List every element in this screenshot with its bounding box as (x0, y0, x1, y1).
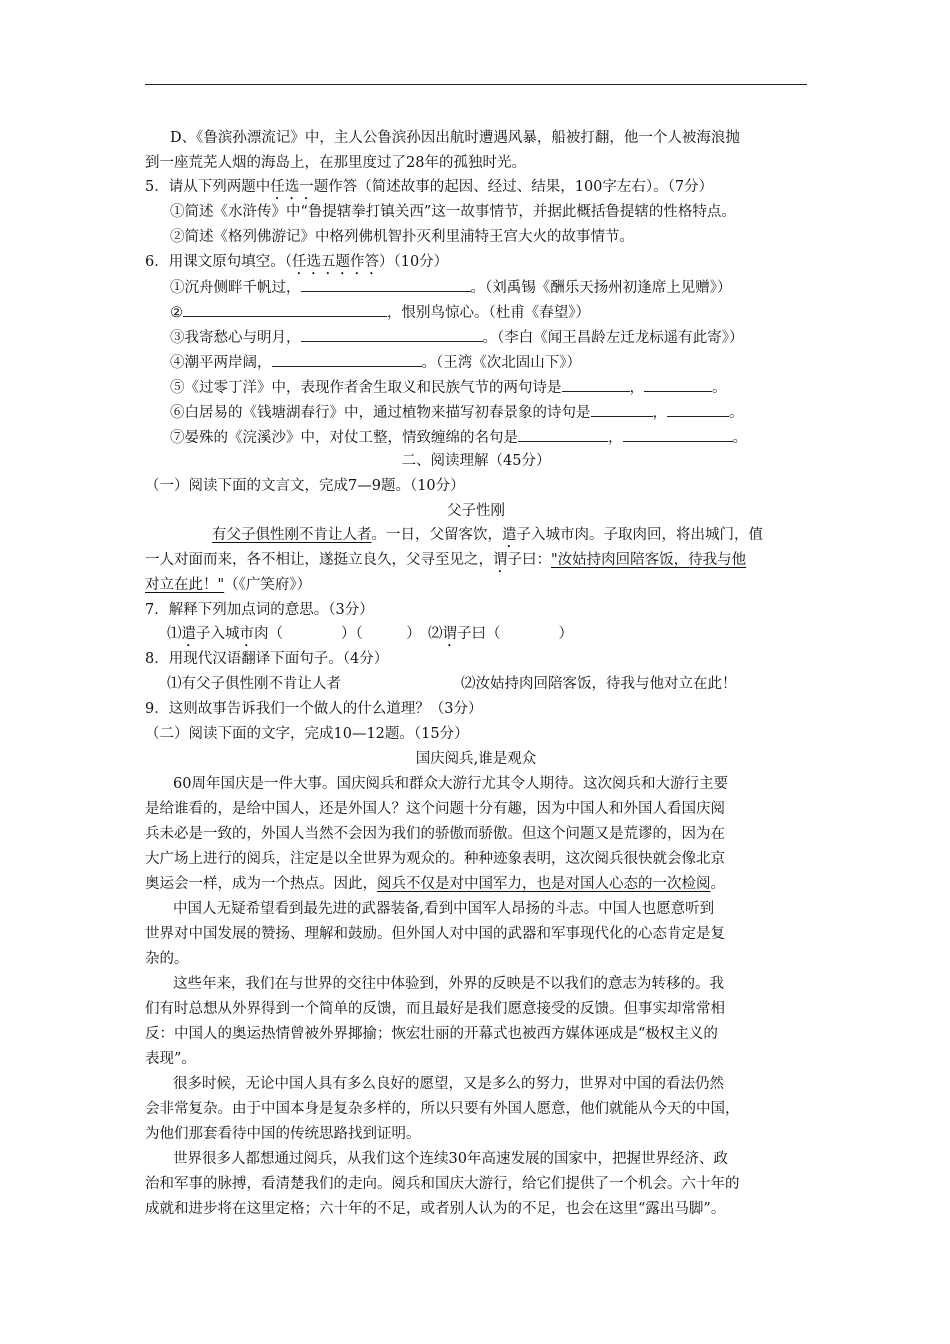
article-p1-line-2: 是给谁看的，是给中国人，还是外国人？这个问题十分有趣，因为中国人和外国人看国庆阅 (145, 801, 725, 817)
q6-item-6-pre: ⑥白居易的《钱塘湖春行》中，通过植物来描写初春景象的诗句是 (170, 405, 591, 421)
passage-underline-2b: 对立在此！" (145, 577, 225, 593)
q6-item-6-blank-1[interactable] (591, 402, 653, 417)
article-title: 国庆阅兵,谁是观众 (415, 751, 537, 767)
q6-item-7-blank-2[interactable] (623, 427, 733, 442)
article-p1-line-4: 大广场上进行的阅兵，注定是以全世界为观众的。种种迹象表明，这次阅兵很快就会像北京 (145, 851, 725, 867)
q6-item-4-blank[interactable] (272, 352, 422, 367)
q8-sentence-2: ⑵汝姑持肉回陪客饭，待我与他对立在此！ (461, 676, 737, 692)
q6-item-3-pre: ③我寄愁心与明月， (170, 330, 301, 346)
passage-dotted-2: 谓 (493, 552, 508, 568)
q7-items (167, 624, 573, 650)
article-p1-line-1: 60周年国庆是一件大事。国庆阅兵和群众大游行尤其令人期待。这次阅兵和大游行主要 (173, 776, 728, 792)
q5-emphasis: 任选一 (270, 179, 314, 195)
q6-item-2-pre: ② (170, 305, 183, 321)
q5-option-1: ①简述《水浒传》中“鲁提辖拳打镇关西”这一故事情节，并据此概括鲁提辖的性格特点。 (170, 204, 736, 220)
passage-text-c: 一人对面而来，各不相让，遂挺立良久，父寻至见之， (145, 552, 493, 568)
article-p3-line-2: 们有时总想从外界得到一个简单的反馈，而且最好是我们愿意接受的反馈。但事实却常常相 (145, 1001, 725, 1017)
passage-underline-1: 有父子俱性刚不肯让人者 (212, 527, 372, 543)
passage-title: 父子性刚 (447, 503, 505, 519)
passage-text-a: 。一日，父留客饮， (371, 527, 502, 543)
q6-item-2-blank[interactable] (183, 302, 387, 317)
article-p5-line-1: 世界很多人都想通过阅兵，从我们这个连续30年高速发展的国家中，把握世界经济、政 (173, 1151, 728, 1167)
article-p1-last-a: 奥运会一样，成为一个热点。因此， (145, 876, 377, 892)
q6-item-3-post: 。（李白《闻王昌龄左迁龙标遥有此寄》） (482, 330, 744, 346)
article-p4-line-1: 很多时候，无论中国人具有多么良好的愿望，又是多么的努力，世界对中国的看法仍然 (173, 1076, 724, 1092)
q8-stem: 8．用现代汉语翻译下面句子。（4分） (145, 651, 389, 667)
section-2-title: 二、阅读理解（45分） (401, 453, 551, 469)
q6-item-1-post: 。（刘禹锡《酬乐天扬州初逢席上见赠》） (470, 280, 732, 296)
q6-item-5-mid: ， (629, 380, 644, 396)
q8-sentence-1: ⑴有父子俱性刚不肯让人者 (167, 676, 341, 692)
q6-stem-b: ）（10分） (378, 254, 449, 270)
q6-item-1 (170, 277, 732, 298)
passage-line-2 (145, 550, 746, 576)
passage-text-b: 子入城市肉。子取肉回，将出城门，值 (516, 527, 763, 543)
article-p1-underline: 阅兵不仅是对中国军力，也是对国人心态的一次检阅 (377, 876, 711, 892)
q5-stem-b: 题作答（简述故事的起因、经过、结果，100字左右）。（7分） (313, 179, 714, 195)
q7-word-3: 谓 (442, 626, 457, 642)
q6-item-2-post: ，恨别鸟惊心。（杜甫《春望》） (387, 305, 590, 321)
article-p1-last-b: 。 (710, 876, 725, 892)
passage-text-d: 子曰： (507, 552, 551, 568)
passage-line-3 (145, 575, 311, 595)
q6-item-4 (170, 352, 581, 373)
passage-line-1 (212, 525, 763, 551)
q6-item-4-post: 。（王湾《次北固山下》） (421, 355, 581, 371)
q6-item-6-mid: ， (652, 405, 667, 421)
article-p1-line-5 (145, 874, 725, 894)
q6-item-7-post: 。 (732, 430, 747, 446)
q4-option-d-line1: D、《鲁滨孙漂流记》中，主人公鲁滨孙因出航时遭遇风暴，船被打翻，他一个人被海浪抛 (170, 130, 740, 146)
q5-stem-a: 5．请从下列两题中 (145, 179, 271, 195)
passage-source: （《广笑府》） (224, 577, 312, 593)
part-2-intro: （二）阅读下面的文字，完成10—12题。（15分） (145, 726, 469, 742)
q6-item-7-mid: ， (608, 430, 623, 446)
q4-option-d-line2: 到一座荒芜人烟的海岛上，在那里度过了28年的孤独时光。 (145, 155, 526, 171)
q5-option-2: ②简述《格列佛游记》中格列佛机智扑灭利里浦特王宫大火的故事情节。 (170, 229, 634, 245)
article-p3-line-4: 表现”。 (145, 1051, 196, 1067)
q6-item-6-post: 。 (729, 405, 744, 421)
article-p5-line-2: 治和军事的脉搏，看清楚我们的走向。阅兵和国庆大游行，给它们提供了一个机会。六十年的 (145, 1176, 740, 1192)
q7-c: 肉（ ）（ ） ⑵ (254, 626, 443, 642)
article-p2-line-3: 杂的。 (145, 951, 189, 967)
article-p2-line-2: 世界对中国发展的赞扬、理解和鼓励。但外国人对中国的武器和军事现代化的心态肯定是复 (145, 926, 725, 942)
q6-item-7-pre: ⑦晏殊的《浣溪沙》中，对仗工整，情致缠绵的名句是 (170, 430, 518, 446)
q6-item-1-blank[interactable] (301, 277, 471, 292)
q6-emphasis: 任选五题作答 (291, 254, 379, 270)
q6-item-2 (170, 302, 590, 323)
q6-item-5 (170, 377, 727, 398)
q6-stem-a: 6．用课文原句填空。（ (145, 254, 292, 270)
article-p3-line-3: 反：中国人的奥运热情曾被外界揶揄；恢宏壮丽的开幕式也被西方媒体诬成是“极权主义的 (145, 1026, 718, 1042)
part-1-intro: （一）阅读下面的文言文，完成7—9题。（10分） (145, 478, 465, 494)
q6-item-6-blank-2[interactable] (667, 402, 729, 417)
q6-item-1-pre: ①沉舟侧畔千帆过， (170, 280, 301, 296)
q6-item-3-blank[interactable] (301, 327, 483, 342)
article-p1-line-3: 兵未必是一致的，外国人当然不会因为我们的骄傲而骄傲。但这个问题又是荒谬的，因为在 (145, 826, 725, 842)
q6-item-5-blank-1[interactable] (562, 377, 630, 392)
q5-stem (145, 177, 713, 203)
q6-item-5-post: 。 (712, 380, 727, 396)
article-p5-line-3: 成就和进步将在这里定格；六十年的不足，或者别人认为的不足，也会在这里“露出马脚”。 (145, 1201, 726, 1217)
q6-item-5-blank-2[interactable] (644, 377, 712, 392)
article-p2-line-1: 中国人无疑希望看到最先进的武器装备,看到中国军人昂扬的斗志。中国人也愿意听到 (173, 901, 715, 917)
q6-item-7 (170, 427, 747, 448)
q7-a: ⑴ (167, 626, 182, 642)
q6-item-7-blank-1[interactable] (518, 427, 608, 442)
article-p4-line-2: 会非常复杂。由于中国本身是复杂多样的，所以只要有外国人愿意，他们就能从今天的中国， (145, 1101, 740, 1117)
q7-word-2: 市 (239, 626, 254, 642)
passage-underline-2a: "汝姑持肉回陪客饭，待我与他 (551, 552, 747, 568)
q6-item-5-pre: ⑤《过零丁洋》中，表现作者舍生取义和民族气节的两句诗是 (170, 380, 562, 396)
q6-item-3 (170, 327, 744, 348)
q7-stem: 7．解释下列加点词的意思。（3分） (145, 602, 374, 618)
q6-stem (145, 252, 448, 278)
q6-item-6 (170, 402, 744, 423)
q7-d: 子曰（ ） (457, 626, 573, 642)
article-p3-line-1: 这些年来，我们在与世界的交往中体验到，外界的反映是不以我们的意志为转移的。我 (173, 976, 724, 992)
q9-stem: 9．这则故事告诉我们一个做人的什么道理？（3分） (145, 701, 483, 717)
q6-item-4-pre: ④潮平两岸阔， (170, 355, 272, 371)
header-rule (145, 84, 807, 85)
passage-dotted-1: 遣 (502, 527, 517, 543)
q7-word-1: 遣 (181, 626, 196, 642)
article-p4-line-3: 为他们那套看待中国的传统思路找到证明。 (145, 1126, 421, 1142)
q7-b: 子入城 (196, 626, 240, 642)
